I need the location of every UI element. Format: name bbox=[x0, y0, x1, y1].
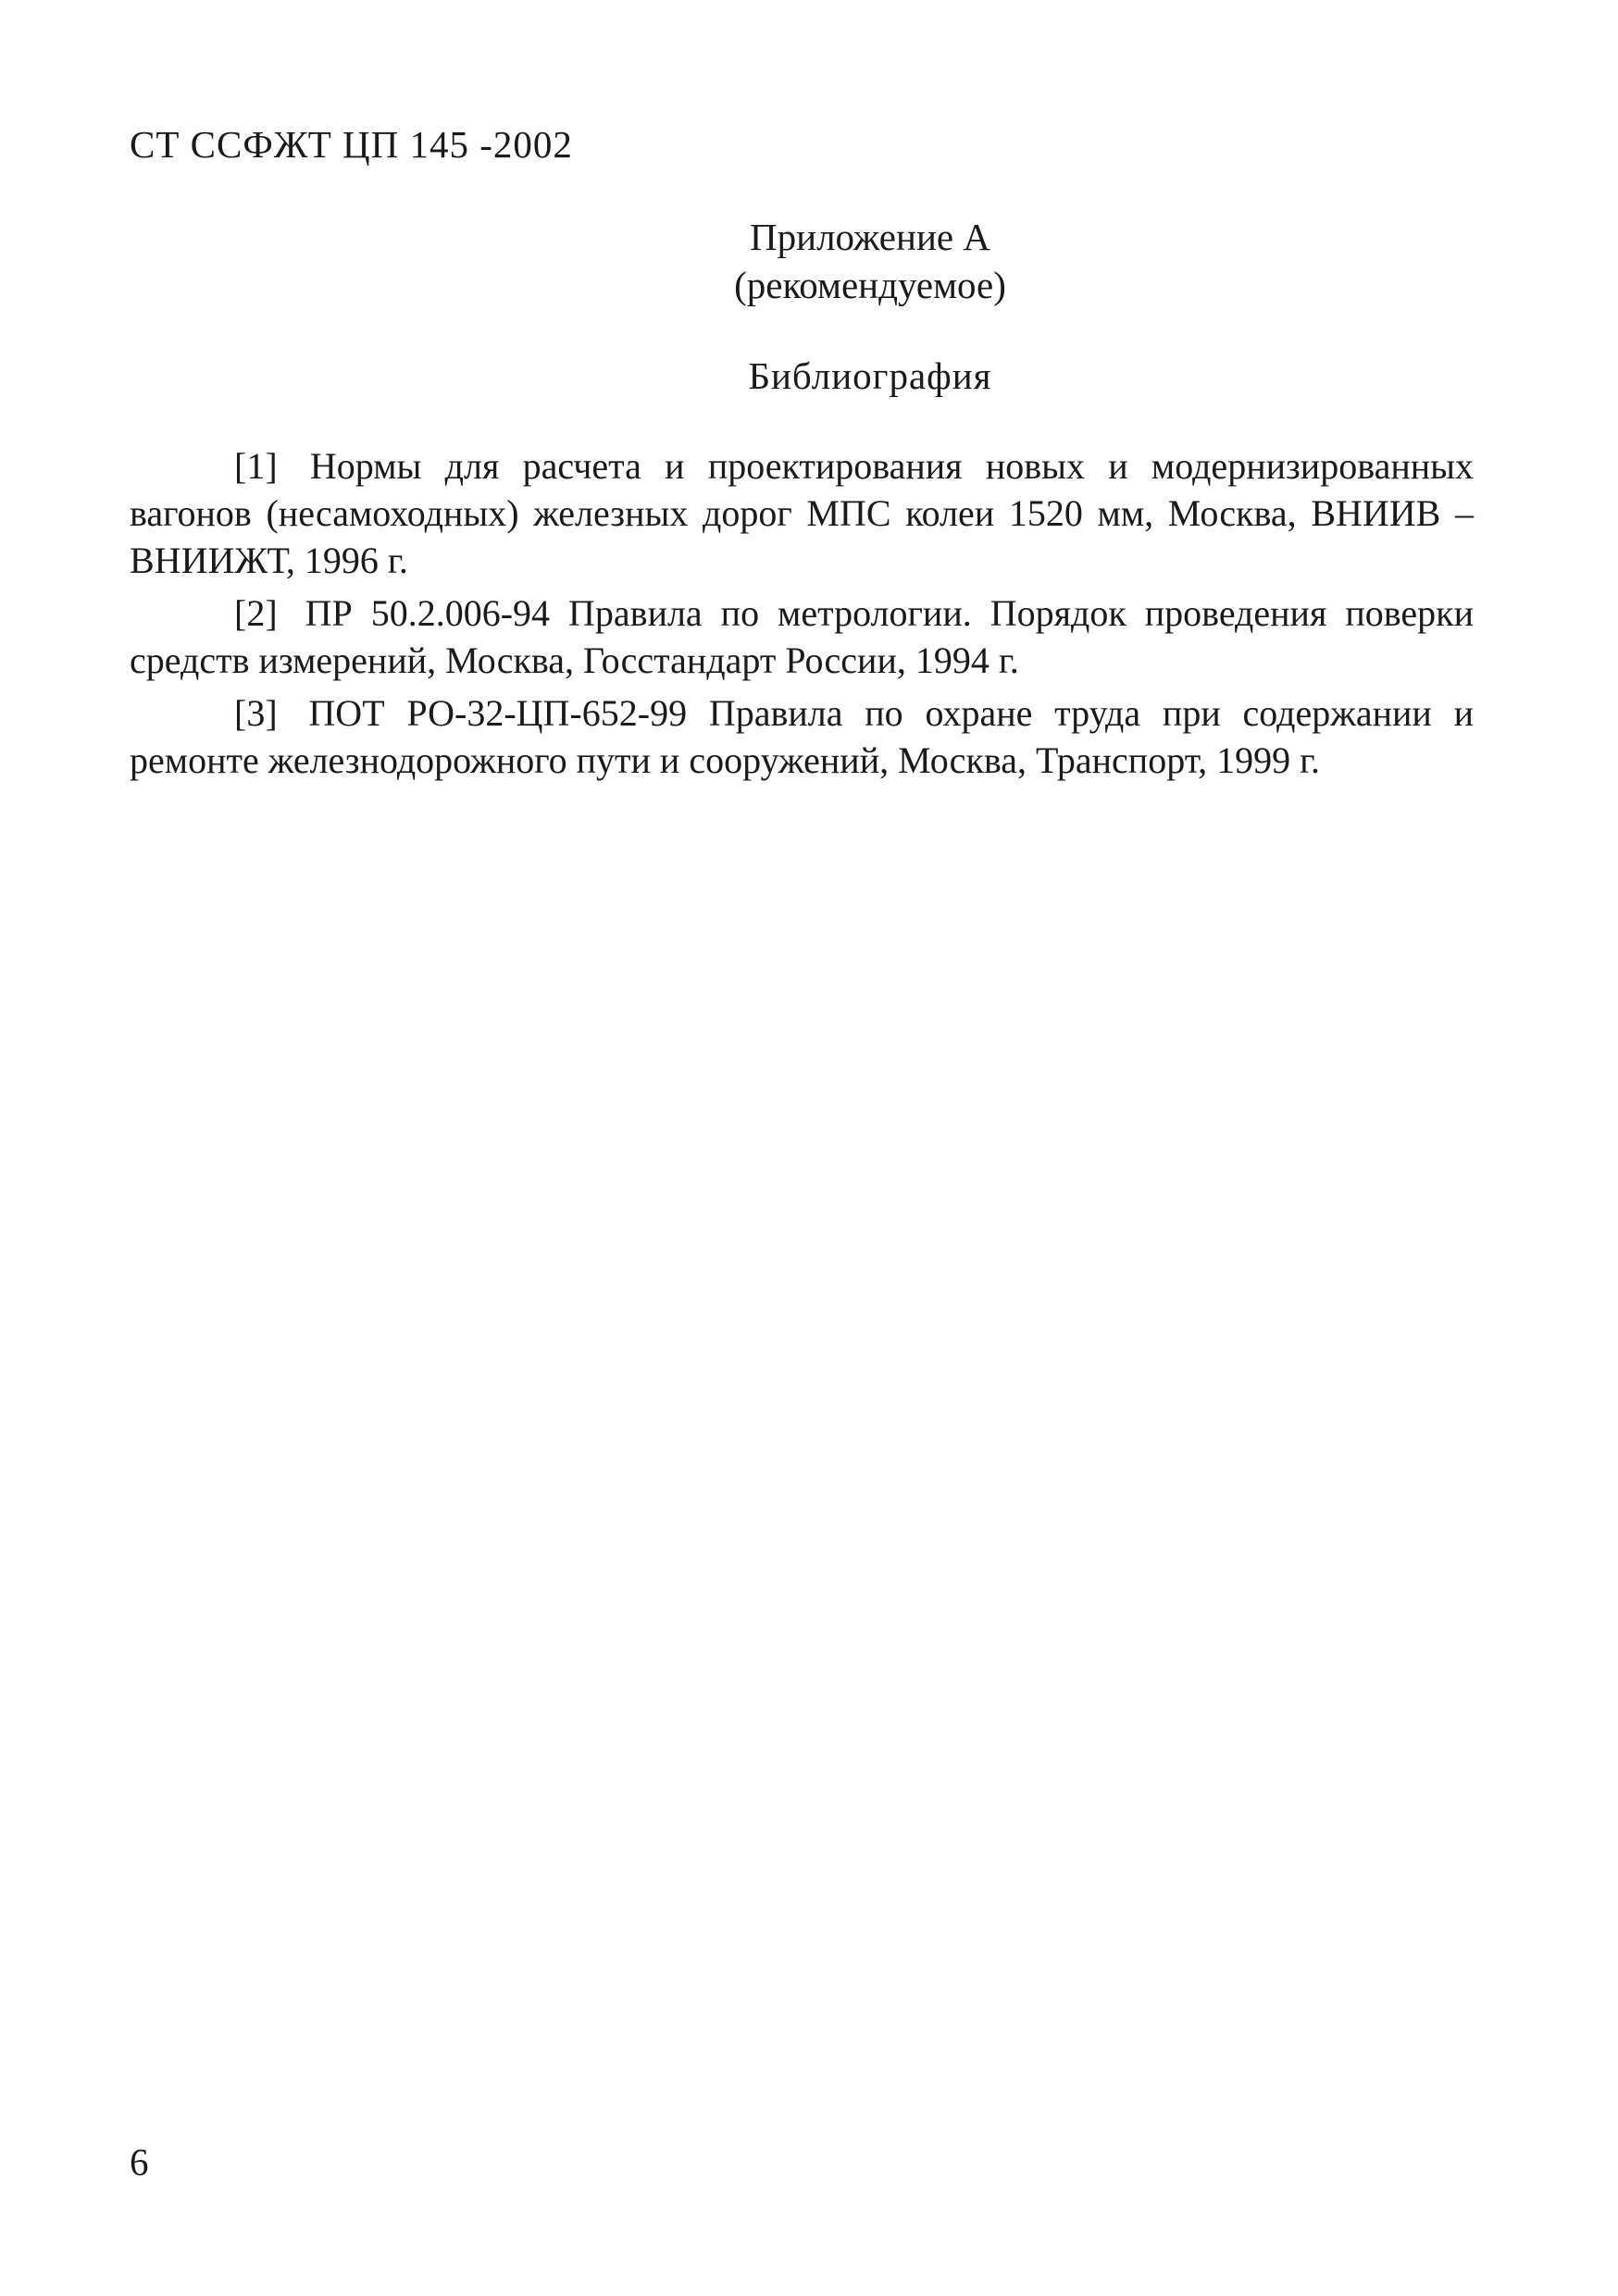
annex-status: (рекомендуемое) bbox=[734, 264, 1006, 306]
reference-item bbox=[130, 442, 1474, 584]
reference-number: [1] bbox=[234, 445, 278, 487]
reference-list bbox=[130, 442, 1474, 789]
annex-title: Приложение А bbox=[750, 216, 990, 258]
document-code: СТ ССФЖТ ЦП 145 -2002 bbox=[130, 123, 573, 166]
reference-number: [2] bbox=[234, 592, 278, 634]
bibliography-heading: Библиография bbox=[748, 354, 992, 397]
reference-text: Нормы для расчета и проектирования новых и модернизированных вагонов (несамоходных) железных дорог МПС колеи 1520 мм, Москва, ВНИИВ – ВНИИЖТ, 1996 г. bbox=[130, 445, 1475, 581]
reference-item bbox=[130, 590, 1474, 684]
page-number: 6 bbox=[130, 2141, 149, 2183]
reference-text: ПР 50.2.006-94 Правила по метрологии. Порядок проведения поверки средств измерений, Москва, Госстандарт России, 1994 г. bbox=[130, 592, 1474, 681]
reference-number: [3] bbox=[234, 692, 278, 734]
reference-text: ПОТ РО-32-ЦП-652-99 Правила по охране труда при содержании и ремонте железнодорожного пути и сооружений, Москва, Транспорт, 1999 г. bbox=[130, 692, 1475, 781]
reference-item bbox=[130, 689, 1474, 784]
